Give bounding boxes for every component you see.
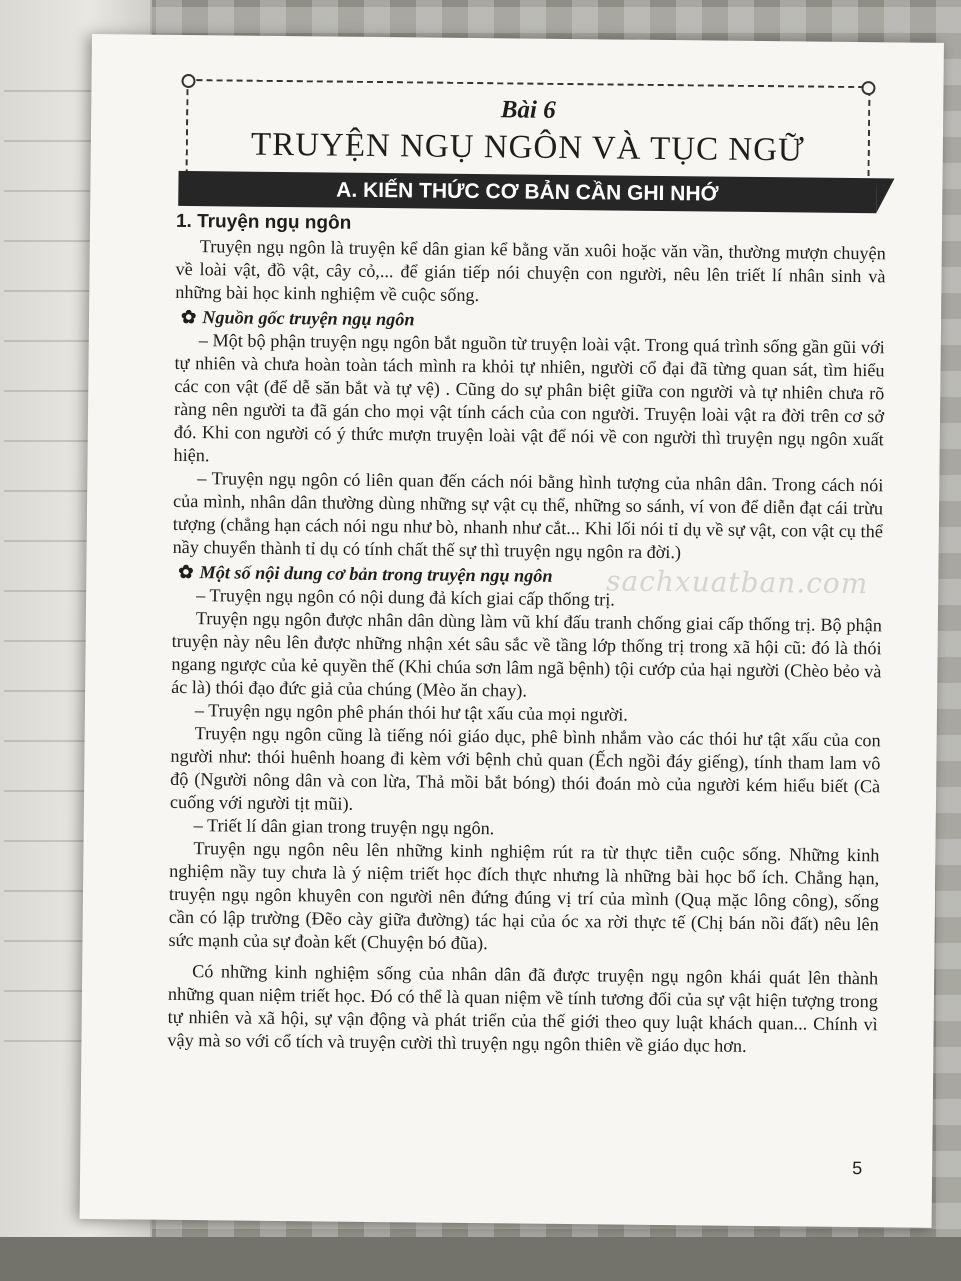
paragraph: – Truyện ngụ ngôn có liên quan đến cách nói bằng hình tượng của nhân dân. Trong cách nói của mình, nhân dân thường dùng những sự vật cụ thể, những so sánh, ví von để diễn đạt cái trừu tượng (chẳng hạn cách nói ngu như bò, nhanh như cắt... Khi lối nói tỉ dụ về sự vật, con vật cụ thể nầy chuyển thành tỉ dụ có tính chất thế sự thì truyện ngụ ngôn ra đời.) <box>172 468 884 563</box>
watermark: sachxuatban.com <box>605 564 869 601</box>
lesson-number: Bài 6 <box>500 96 556 124</box>
paragraph: Có những kinh nghiệm sống của nhân dân đã được truyện ngụ ngôn khái quát lên thành những quan niệm triết học. Đó có thể là quan niệm về tính tương đối của sự vật hiện tượng trong tự nhiên và xã hội, sự vận động và phát triển của thế giới theo quy luật khách quan... Chính vì vậy mà so với cổ tích và truyện cười thì truyện ngụ ngôn thiên về giáo dục hơn. <box>167 961 879 1056</box>
flower-bullet-icon: ✿ <box>180 306 197 328</box>
tablecloth-strip <box>0 1237 961 1281</box>
subheading-text: Nguồn gốc truyện ngụ ngôn <box>202 307 415 330</box>
paragraph: Truyện ngụ ngôn là truyện kể dân gian kể bằng văn xuôi hoặc văn vần, thường mượn chuyện về loài vật, đồ vật, cây cỏ,... để gián tiếp nói chuyện con người, nêu lên triết lí nhân sinh và những bài học kinh nghiệm về cuộc sống. <box>175 236 886 306</box>
lesson-title: TRUYỆN NGỤ NGÔN VÀ TỤC NGỮ <box>250 126 805 169</box>
flower-bullet-icon: ✿ <box>178 561 194 583</box>
paragraph: Truyện ngụ ngôn nêu lên những kinh nghiệm rút ra từ thực tiễn cuộc sống. Những kinh nghiệm nầy tuy chưa là ý niệm triết học đích thực nhưng là những bài học bổ ích. Chẳng hạn, truyện ngụ ngôn khuyên con người nên đứng đúng vị trí của mình (Quạ mặc lông công), sống cần có lập trường (Đẽo cày giữa đường) tác hại của óc xa rời thực tế (Chị bán nồi đất) nêu lên sức mạnh của sự đoàn kết (Chuyện bó đũa). <box>168 838 880 954</box>
paragraph: – Triết lí dân gian trong truyện ngụ ngôn. <box>193 815 495 839</box>
banner-tail <box>876 178 894 213</box>
corner-ornament-icon <box>861 81 875 95</box>
paragraph: Truyện ngụ ngôn được nhân dân dùng làm vũ khí đấu tranh chống giai cấp thống trị. Bộ phận truyện này nêu lên được những nhận xét sâu sắc về tầng lớp thống trị trong xã hội cũ: đó là thói ngang ngược của kẻ quyền thế (Khi chúa sơn lâm ngã bệnh) tội cướp của hại người (Chèo bẻo và ác là) thói đạo đức giả của chúng (Mèo ăn chay). <box>171 608 882 701</box>
corner-ornament-icon <box>181 74 195 88</box>
page-number: 5 <box>852 1158 863 1179</box>
paragraph: – Truyện ngụ ngôn có nội dung đả kích giai cấp thống trị. <box>196 585 615 610</box>
paragraph: – Truyện ngụ ngôn phê phán thói hư tật xấu của mọi người. <box>194 700 628 725</box>
subheading-text: Một số nội dung cơ bản trong truyện ngụ ngôn <box>199 562 553 586</box>
section-banner <box>178 171 876 213</box>
lesson-title-box <box>185 79 870 186</box>
paragraph: – Một bộ phận truyện ngụ ngôn bắt nguồn từ truyện loài vật. Trong quá trình sống gần gũi với tự nhiên và chưa hoàn toàn tách mình ra khỏi tự nhiên, người cổ đại đã từng quan sát, tìm hiểu các con vật (để dễ săn bắt và tự vệ) . Cũng do sự phân biệt giữa con người và tự nhiên chưa rõ ràng nên người ta đã gán cho mọi vật tính cách của con người. Truyện loài vật ra đời trên cơ sở đó. Khi con người có ý thức mượn truyện loài vật để nói về con người thì truyện ngụ ngôn xuất hiện. <box>173 330 885 466</box>
section-title: A. KIẾN THỨC CƠ BẢN CẦN GHI NHỚ <box>336 178 719 206</box>
heading-fables: 1. Truyện ngụ ngôn <box>175 210 352 234</box>
body-text <box>167 210 886 1059</box>
book-page <box>80 34 944 1228</box>
paragraph: Truyện ngụ ngôn cũng là tiếng nói giáo dục, phê bình nhắm vào các thói hư tật xấu của con người như: thói huênh hoang đi kèm với bệnh chủ quan (Ếch ngồi đáy giếng), tính tham lam vô độ (Người nông dân và con lừa, Thả mồi bắt bóng) thói đoán mò của người kém hiểu biết (Cà cuống với người tịt mũi). <box>169 723 881 814</box>
